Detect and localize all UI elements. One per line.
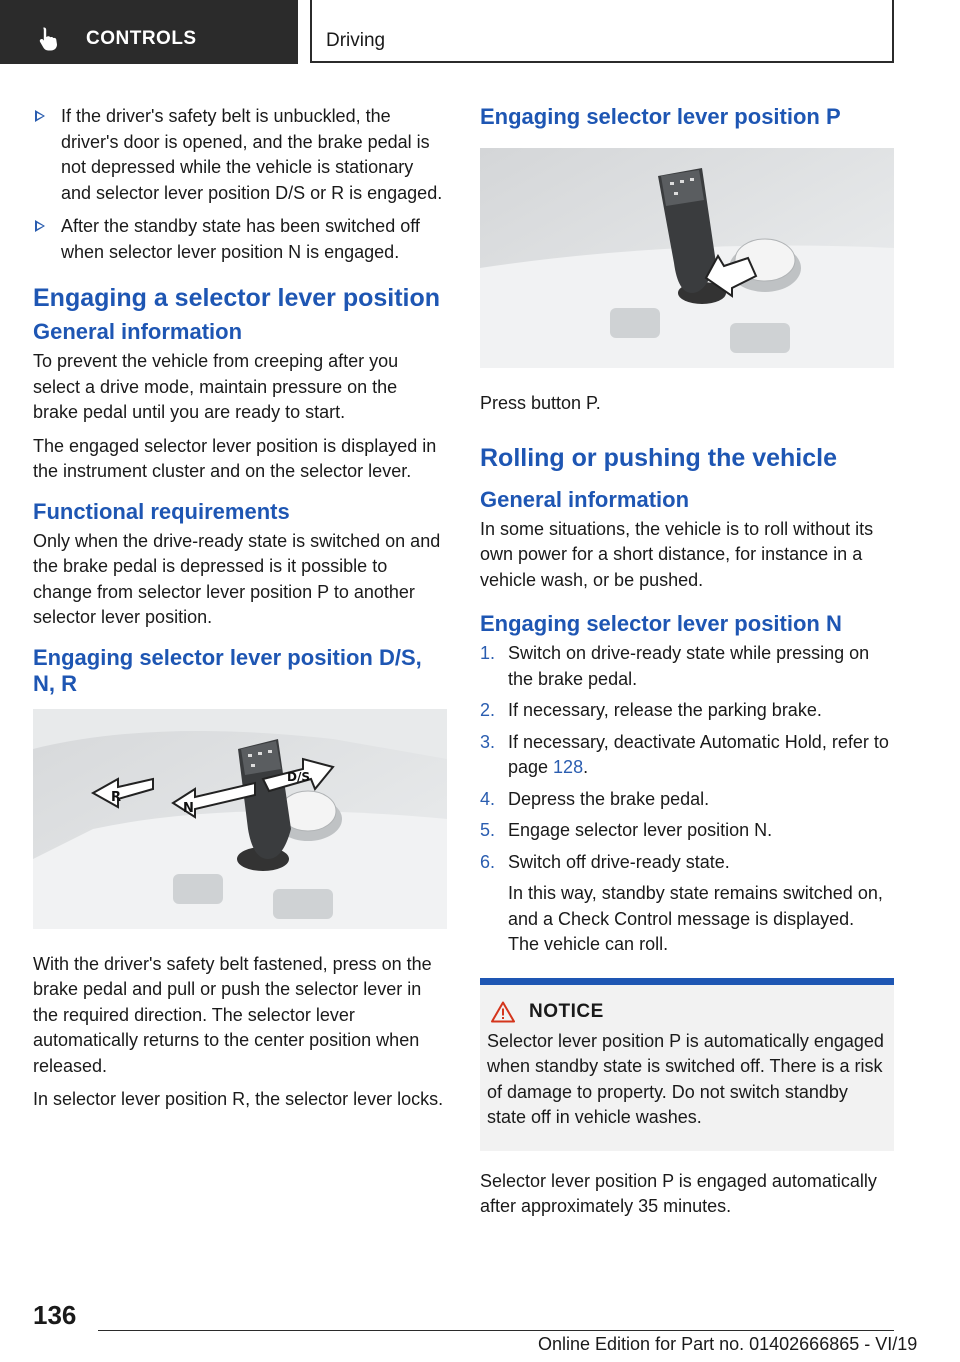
paragraph: With the driver's safety belt fastened, press on the brake pedal and pull or push the selector lever in the required direction. The selector lever automatically returns to the center position when released. [33,953,432,1076]
left-column [33,104,447,1121]
hand-pointer-icon [38,26,62,52]
list-item [480,698,894,724]
step-text: Switch on drive-ready state while pressing on the brake pedal. [508,643,870,689]
step-number: 6. [480,851,496,872]
step-number: 1. [480,643,496,663]
steps-list [480,641,894,875]
list-item [480,641,894,692]
triangle-bullet-icon [35,110,45,122]
page-link[interactable]: 128 [553,757,584,777]
page-number: 136 [33,1300,77,1330]
step-continuation: In this way, standby state remains switched on, and a Check Control message is displayed. [508,883,883,929]
bullet-item [33,104,447,206]
bullet-text: After the standby state has been switched off when selector lever position N is engaged. [61,216,420,262]
step-number: 2. [480,700,496,720]
edition-text: Online Edition for Part no. 01402666865 - VI/19 [538,1334,918,1354]
paragraph: Press button P. [480,393,601,413]
paragraph: To prevent the vehicle from creeping after you select a drive mode, maintain pressure on the brake pedal until you are ready to start. [33,351,399,422]
section-title: CONTROLS [86,28,197,49]
paragraph: In selector lever position R, the selector lever locks. [33,1089,444,1109]
heading-engaging-dsnr: Engaging selector lever position D/S, N, R [33,644,422,696]
page-header [0,0,960,66]
step-text: Switch off drive-ready state. [508,851,730,872]
list-item [480,730,894,781]
arrow-label-n: N [183,800,194,816]
selector-lever-p-illustration [480,148,894,368]
footer-divider [98,1330,894,1331]
heading-rolling-pushing: Rolling or pushing the vehicle [480,443,837,472]
triangle-bullet-icon [35,220,45,232]
step-continuation: The vehicle can roll. [508,934,669,954]
step-text: If necessary, release the parking brake. [508,700,822,720]
list-item [480,850,894,876]
step-number: 5. [480,820,496,840]
step-text: Engage selector lever position N. [508,820,773,840]
notice-title: NOTICE [529,1000,604,1022]
step-text: If necessary, deactivate Automatic Hold, refer to page [508,731,889,777]
step-text-end: . [583,757,589,777]
heading-engaging-position: Engaging a selector lever position [33,284,441,312]
notice-box [480,978,894,1151]
step-number: 3. [480,731,496,752]
section-tab [0,0,298,64]
bullet-text: If the driver's safety belt is unbuckled, the driver's door is opened, and the brake pedal is not depressed while the vehicle is stationary and selector lever position D/S or R is engaged. [61,106,443,203]
subsection-tab [310,0,894,63]
notice-text: Selector lever position P is automatically engaged when standby state is switched off. There is a risk of damage to property. Do not switch standby state off in vehicle washes. [487,1030,884,1127]
arrow-label-r: R [111,789,122,805]
right-column [480,104,894,1228]
heading-general-information: General information [33,319,243,344]
paragraph: Selector lever position P is engaged automatically after approximately 35 minutes. [480,1170,877,1216]
notice-title-row [487,1001,887,1023]
heading-functional-requirements: Functional requirements [33,498,290,524]
arrow-label-ds: D/S [287,769,310,784]
list-item [480,787,894,813]
subsection-title: Driving [326,30,386,51]
selector-lever-dsnr-illustration [33,709,447,929]
heading-engaging-p: Engaging selector lever position P [480,104,841,129]
heading-engaging-n: Engaging selector lever position N [480,611,842,636]
page-footer [0,1296,960,1362]
paragraph: In some situations, the vehicle is to roll without its own power for a short distance, for instance in a vehicle wash, or be pushed. [480,518,874,590]
paragraph: The engaged selector lever position is displayed in the instrument cluster and on the selector lever. [33,435,437,481]
paragraph: Only when the drive-ready state is switched on and the brake pedal is depressed is it possible to change from selector lever position P to another selector lever position. [33,530,441,627]
bullet-item [33,214,447,265]
step-text: Depress the brake pedal. [508,788,710,809]
step-number: 4. [480,788,496,809]
warning-triangle-icon [491,1001,515,1023]
list-item [480,818,894,844]
heading-general-information: General information [480,486,690,512]
